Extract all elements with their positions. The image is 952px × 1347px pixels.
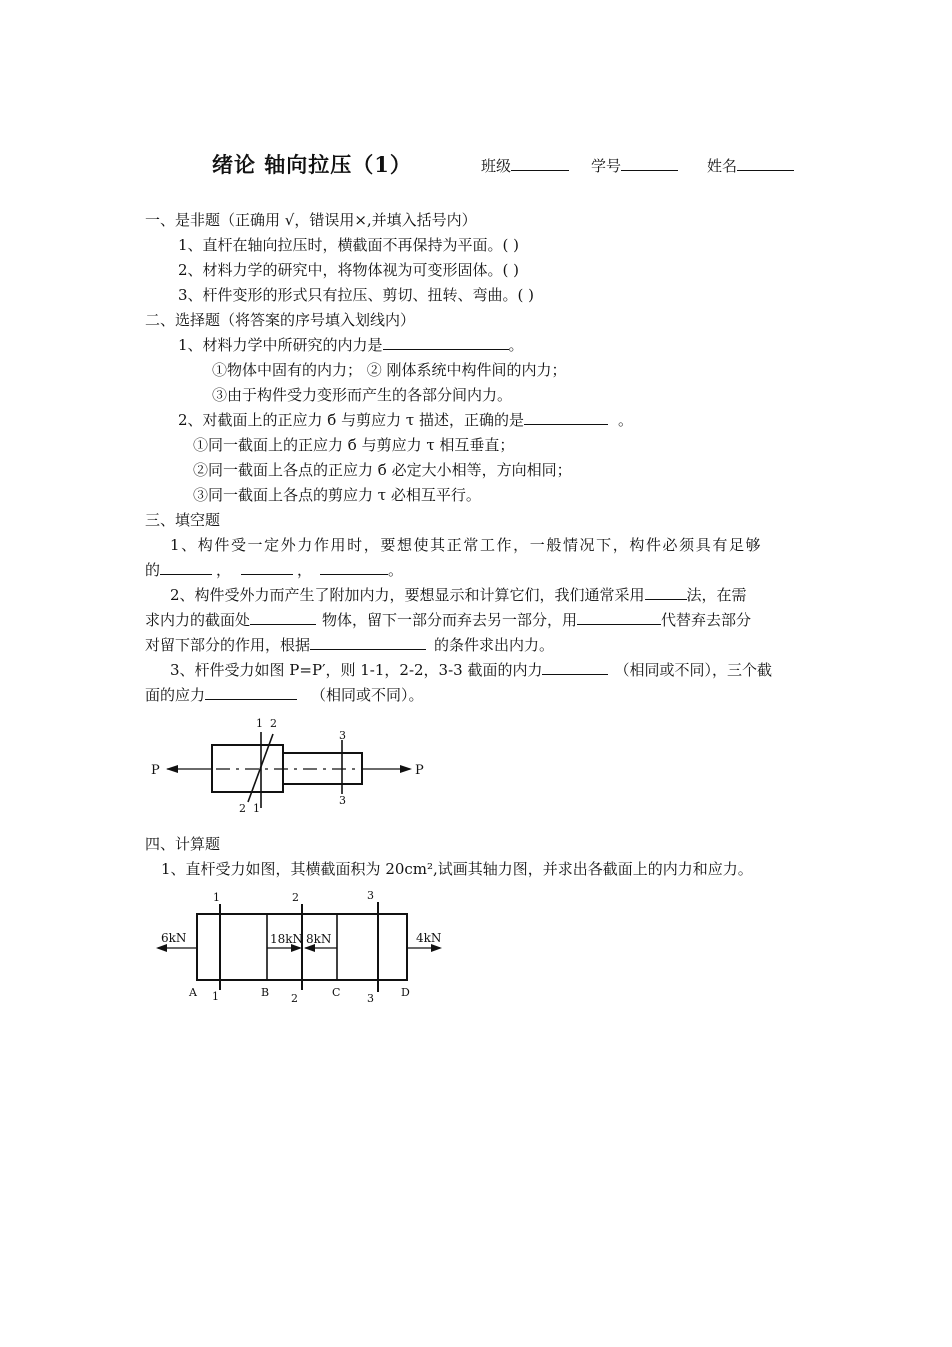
fill-q1-blank-3[interactable]	[320, 560, 388, 575]
section4-heading: 四、计算题	[145, 835, 221, 853]
left-force-label: P	[151, 763, 160, 778]
name-label: 姓名	[707, 157, 738, 175]
fill-q2-text-e: 代替弃去部分	[661, 611, 752, 629]
page-title: 绪论 轴向拉压（1）	[212, 152, 412, 177]
section-label-bottom-21: 2 1	[239, 802, 260, 815]
fill-q2-text-c: 求内力的截面处	[145, 611, 251, 629]
fill-q3-line2	[145, 685, 424, 705]
fill-q2-line3	[145, 635, 554, 655]
section-3-bottom-label: 3	[367, 992, 374, 1005]
choice-q1-stem: 1、材料力学中所研究的内力是	[178, 336, 383, 354]
section-label-top-12: 1 2	[256, 717, 277, 730]
choice-q2-option-2: ②同一截面上各点的正应力 б 必定大小相等，方向相同；	[193, 461, 572, 479]
choice-q2-blank[interactable]	[524, 410, 608, 425]
fill-q3-blank-1[interactable]	[542, 660, 608, 675]
section-1-bottom-label: 1	[212, 990, 219, 1003]
fill-q1-comma-1: ，	[216, 561, 232, 579]
tf-item-2: 2、材料力学的研究中，将物体视为可变形固体。( )	[178, 261, 520, 279]
fill-q2-text-f: 对留下部分的作用，根据	[145, 636, 311, 654]
force-18kn-label: 18kN	[270, 932, 304, 946]
choice-q1-blank[interactable]	[383, 335, 509, 350]
calc-q1: 1、直杆受力如图，其横截面积为 20cm²,试画其轴力图，并求出各截面上的内力和应力。	[161, 860, 753, 878]
fill-q3-text-d: （相同或不同）。	[311, 686, 424, 704]
fill-q2-blank-3[interactable]	[577, 610, 661, 625]
choice-q2	[178, 410, 633, 430]
right-arrowhead	[400, 765, 412, 773]
class-blank[interactable]	[511, 156, 569, 171]
section2-heading: 二、选择题（将答案的序号填入划线内）	[145, 311, 416, 329]
fill-q2-line1	[170, 585, 747, 605]
fill-q1-prefix: 的	[145, 561, 161, 579]
choice-q2-end: 。	[617, 411, 633, 429]
choice-q2-option-1: ①同一截面上的正应力 б 与剪应力 τ 相互垂直；	[193, 436, 515, 454]
force-4kn-arrowhead	[431, 944, 442, 952]
fill-q2-text-b: 法，在需	[686, 586, 747, 604]
force-4kn-label: 4kN	[416, 931, 442, 945]
fill-q2-blank-2[interactable]	[250, 610, 316, 625]
left-arrowhead	[166, 765, 178, 773]
choice-q1-option-b: ③由于构件受力变形而产生的各部分间内力。	[212, 386, 513, 404]
point-b-label: B	[261, 986, 270, 999]
choice-q2-stem: 2、对截面上的正应力 б 与剪应力 τ 描述，正确的是	[178, 411, 524, 429]
section-1-top-label: 1	[213, 891, 220, 904]
fill-q2-blank-1[interactable]	[645, 585, 687, 600]
student-id-label: 学号	[591, 157, 622, 175]
choice-q1-option-a: ①物体中固有的内力； ② 刚体系统中构件间的内力；	[212, 361, 567, 379]
section-2-bottom-label: 2	[291, 992, 298, 1005]
choice-q1-end: 。	[508, 336, 524, 354]
fill-q1-end: 。	[388, 561, 404, 579]
axial-load-figure	[150, 884, 450, 1006]
section3-heading: 三、填空题	[145, 511, 221, 529]
section-3-top-label: 3	[367, 889, 374, 902]
fill-q3-line1	[170, 660, 772, 680]
stepped-bar-figure	[140, 712, 440, 822]
fill-q1-comma-2: ，	[297, 561, 313, 579]
name-field	[707, 155, 794, 176]
right-force-label: P	[415, 763, 424, 778]
fill-q3-blank-2[interactable]	[205, 685, 297, 700]
fill-q2-text-g: 的条件求出内力。	[434, 636, 555, 654]
section-label-top-3: 3	[339, 729, 346, 742]
point-a-label: A	[189, 986, 197, 999]
fill-q1-line1: 1、构件受一定外力作用时，要想使其正常工作，一般情况下，构件必须具有足够	[170, 536, 763, 554]
fill-q2-blank-4[interactable]	[310, 635, 426, 650]
point-c-label: C	[332, 986, 341, 999]
fill-q1-line2	[145, 560, 403, 580]
section-2-top-label: 2	[292, 891, 299, 904]
fill-q1-blank-2[interactable]	[241, 560, 293, 575]
tf-item-1: 1、直杆在轴向拉压时，横截面不再保持为平面。( )	[178, 236, 520, 254]
force-6kn-label: 6kN	[161, 931, 187, 945]
fill-q3-text-a: 3、杆件受力如图 P=P′，则 1-1，2-2，3-3 截面的内力	[170, 661, 543, 679]
class-label: 班级	[481, 157, 512, 175]
fill-q2-text-d: 物体，留下一部分而弃去另一部分，用	[322, 611, 578, 629]
tf-item-3: 3、杆件变形的形式只有拉压、剪切、扭转、弯曲。( )	[178, 286, 535, 304]
student-id-blank[interactable]	[621, 156, 678, 171]
choice-q1	[178, 335, 524, 355]
choice-q2-option-3: ③同一截面上各点的剪应力 τ 必相互平行。	[193, 486, 481, 504]
fill-q3-text-b: （相同或不同），三个截	[614, 661, 772, 679]
fill-q2-text-a: 2、构件受外力而产生了附加内力，要想显示和计算它们，我们通常采用	[170, 586, 645, 604]
fill-q2-line2	[145, 610, 751, 630]
section1-heading: 一、是非题（正确用 √，错误用×,并填入括号内）	[145, 211, 477, 229]
class-field	[481, 155, 569, 176]
point-d-label: D	[401, 986, 410, 999]
student-id-field	[591, 155, 678, 176]
fill-q3-text-c: 面的应力	[145, 686, 206, 704]
force-6kn-arrowhead	[156, 944, 167, 952]
section-label-bottom-3: 3	[339, 794, 346, 807]
fill-q1-blank-1[interactable]	[160, 560, 212, 575]
force-8kn-label: 8kN	[306, 932, 332, 946]
name-blank[interactable]	[737, 156, 794, 171]
